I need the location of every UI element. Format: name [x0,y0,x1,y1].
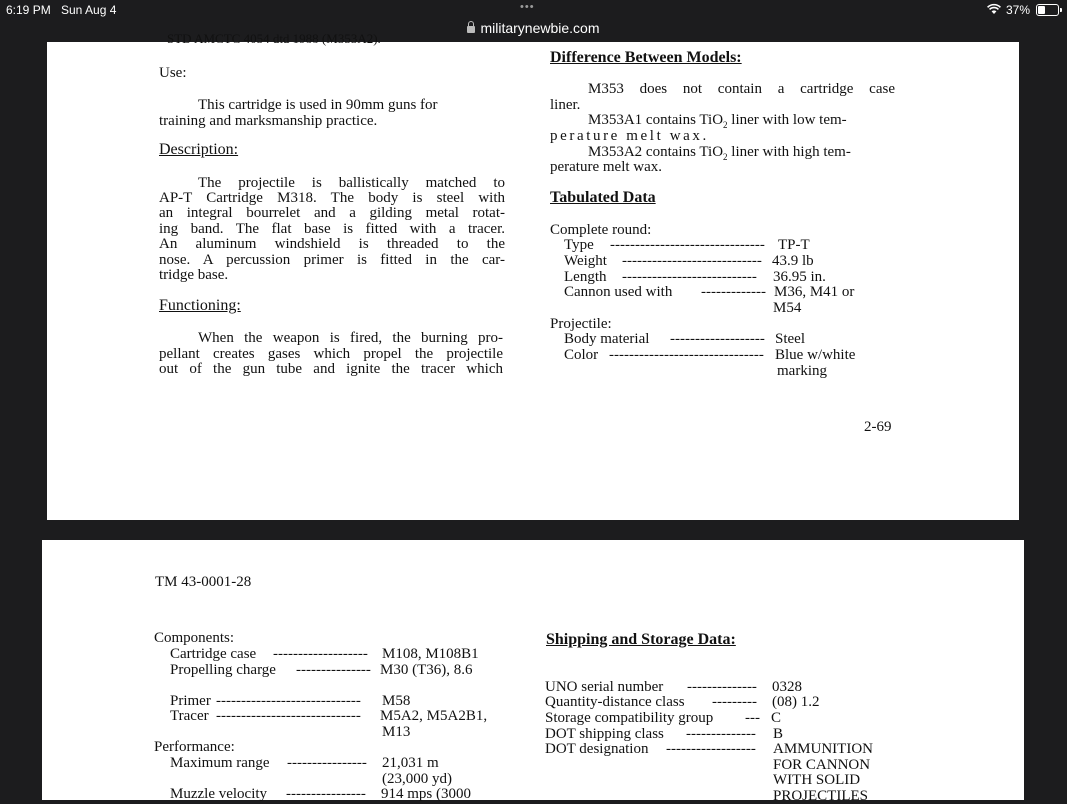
description-line: an integral bourrelet and a gilding metal rotat- [159,205,505,221]
functioning-line: pellant creates gases which propel the projectile [159,346,503,362]
dot-leader: ------------------------------- [610,237,765,253]
cannon-value: M54 [773,300,802,316]
dot-leader: ---------------- [287,755,367,771]
dot-leader: ---------------- [286,786,366,802]
status-bar [0,0,1067,20]
color-value: marking [777,363,827,379]
components-label: Components: [154,630,235,646]
muzzle-velocity-label: Muzzle velocity [170,786,268,802]
cannon-value: M36, M41 or [774,284,855,300]
dot-shipping-value: B [773,726,784,742]
dot-leader: ------------------- [670,331,765,347]
dot-leader: ------------- [701,284,766,300]
type-label: Type [564,237,594,253]
functioning-line: When the weapon is fired, the burning pro- [198,330,503,346]
length-value: 36.95 in. [773,269,826,285]
battery-icon [1036,4,1059,16]
dot-shipping-label: DOT shipping class [545,726,664,742]
dot-leader: --------------- [296,662,371,678]
cutoff-line: STD AMCTC 4054 dtd 1988 (M353A2). [167,31,381,46]
tracer-value: M5A2, M5A2B1, [380,708,488,724]
length-label: Length [564,269,607,285]
uno-value: 0328 [772,679,802,695]
propelling-charge-value: M30 (T36), 8.6 [380,662,473,678]
storage-value: C [771,710,782,726]
use-heading: Use: [159,65,187,81]
dot-leader: -------------- [687,679,757,695]
difference-line: M353A1 contains TiO$_2$ liner with low tem- [588,112,847,130]
weight-label: Weight [564,253,607,269]
description-line: ing band. The flat base is fitted with a tracer. [159,221,505,237]
description-line: nose. A percussion primer is fitted in the car- [159,252,505,268]
uno-label: UNO serial number [545,679,664,695]
status-date: Sun Aug 4 [61,3,117,17]
address-bar[interactable] [0,20,1067,46]
description-line: tridge base. [159,267,229,283]
body-material-label: Body material [564,331,650,347]
functioning-heading: Functioning: [159,297,241,314]
description-line: The projectile is ballistically matched to [198,175,505,191]
qd-label: Quantity-distance class [545,694,685,710]
complete-round-label: Complete round: [550,222,652,238]
description-line: An aluminum windshield is threaded to the [159,236,505,252]
dot-leader: ---------------------------- [622,253,762,269]
tracer-label: Tracer [170,708,209,724]
dot-designation-label: DOT designation [545,741,649,757]
cannon-label: Cannon used with [564,284,673,300]
document-page-2-69 [47,31,1019,520]
use-line: This cartridge is used in 90mm guns for [198,97,438,113]
cartridge-case-label: Cartridge case [170,646,257,662]
dot-leader: --------- [712,694,757,710]
difference-line: perature melt wax. [550,159,663,175]
body-material-value: Steel [775,331,805,347]
dot-leader: -------------- [686,726,756,742]
tabulated-data-heading: Tabulated Data [550,189,656,206]
dot-leader: ------------------ [666,741,756,757]
color-label: Color [564,347,599,363]
description-line: AP-T Cartridge M318. The body is steel with [159,190,505,206]
tracer-value: M13 [382,724,411,740]
primer-label: Primer [170,693,211,709]
dot-leader: ------------------------------- [609,347,764,363]
maximum-range-label: Maximum range [170,755,270,771]
primer-value: M58 [382,693,411,709]
performance-label: Performance: [154,739,235,755]
multitasking-dots[interactable]: ••• [520,1,535,13]
qd-value: (08) 1.2 [772,694,820,710]
dot-leader: --- [745,710,760,726]
dot-designation-line: PROJECTILES [773,788,869,804]
functioning-line: out of the gun tube and ignite the tracer which [159,361,503,377]
page-header: TM 43-0001-28 [155,574,252,590]
wifi-icon [987,3,1001,15]
cartridge-case-value: M108, M108B1 [382,646,479,662]
type-value: TP-T [778,237,810,253]
color-value: Blue w/white [775,347,856,363]
maximum-range-value: (23,000 yd) [382,771,452,787]
url-text: militarynewbie.com [480,20,600,36]
document-page-next [42,540,1024,804]
lock-icon [467,26,475,33]
dot-designation-line: WITH SOLID [773,772,861,788]
difference-heading: Difference Between Models: [550,49,742,66]
dot-leader: ------------------- [273,646,368,662]
propelling-charge-label: Propelling charge [170,662,276,678]
shipping-heading: Shipping and Storage Data: [546,631,736,648]
weight-value: 43.9 lb [772,253,814,269]
difference-line: liner. [550,97,581,113]
maximum-range-value: 21,031 m [382,755,439,771]
projectile-label: Projectile: [550,316,612,332]
use-line: training and marksmanship practice. [159,113,378,129]
dot-leader: ----------------------------- [216,693,361,709]
storage-label: Storage compatibility group [545,710,714,726]
description-heading: Description: [159,141,239,158]
dot-leader: --------------------------- [622,269,757,285]
difference-line: M353A2 contains TiO$_2$ liner with high tem- [588,144,851,162]
page-number: 2-69 [864,419,892,435]
muzzle-velocity-value: 914 mps (3000 [381,786,471,802]
battery-percentage: 37% [1006,3,1031,17]
dot-designation-line: AMMUNITION [773,741,873,757]
difference-line: M353 does not contain a cartridge case [588,81,895,97]
dot-designation-line: FOR CANNON [773,757,871,773]
difference-line: perature melt wax. [550,128,709,144]
status-time: 6:19 PM [6,3,51,17]
dot-leader: ----------------------------- [216,708,361,724]
